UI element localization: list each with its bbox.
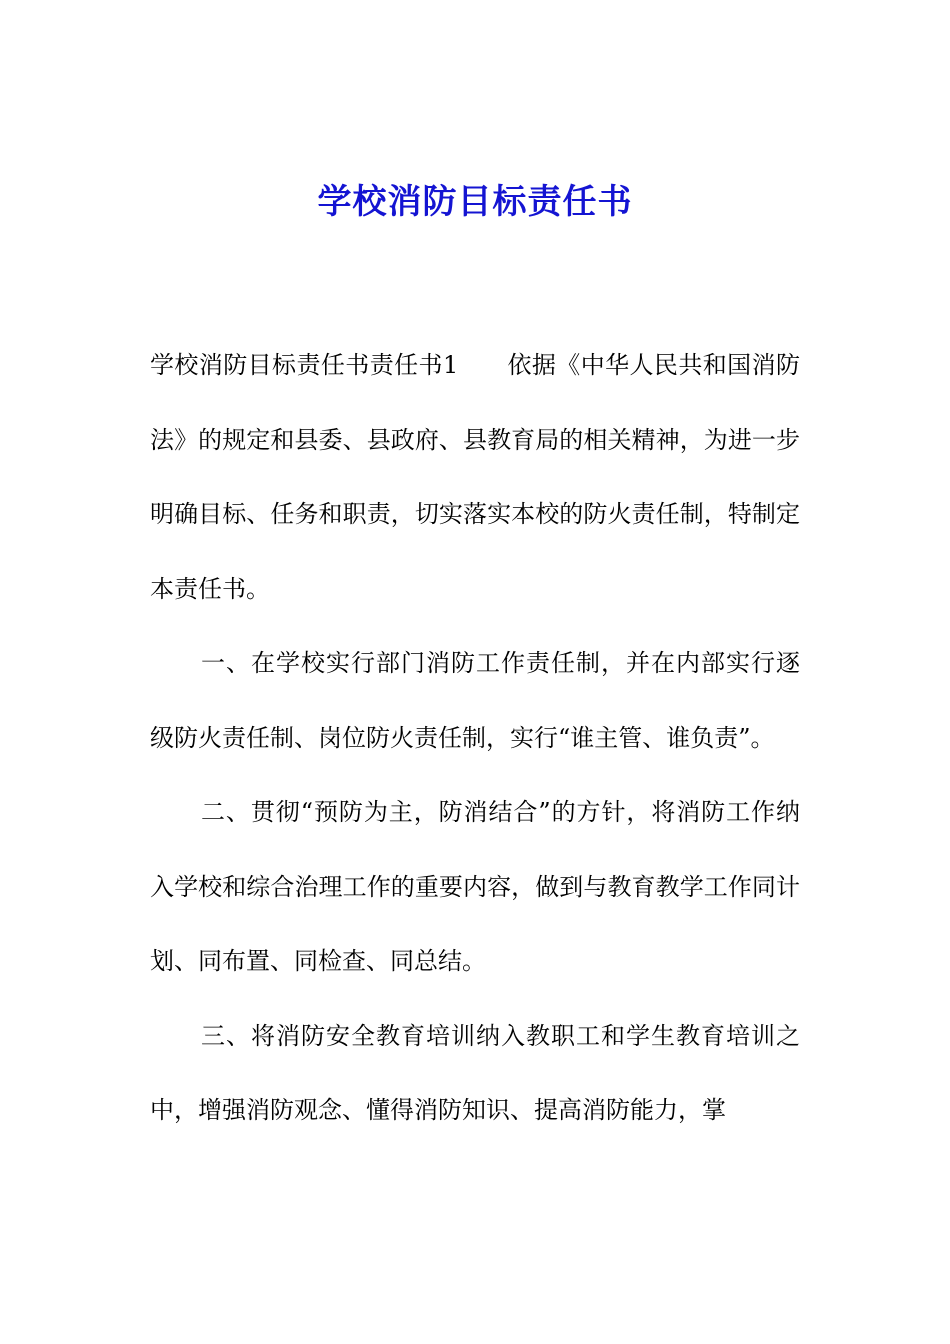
document-body [150,328,800,1148]
document-title: 学校消防目标责任书 [317,182,633,222]
paragraph-intro: 学校消防目标责任书责任书1 依据《中华人民共和国消防法》的规定和县委、县政府、县教育局的相关精神，为进一步明确目标、任务和职责，切实落实本校的防火责任制，特制定本责任书。 [150,351,800,603]
paragraph-item-2: 二、贯彻“预防为主，防消结合”的方针，将消防工作纳入学校和综合治理工作的重要内容，做到与教育教学工作同计划、同布置、同检查、同总结。 [150,798,800,975]
paragraph-item-3: 三、将消防安全教育培训纳入教职工和学生教育培训之中，增强消防观念、懂得消防知识、提高消防能力，掌 [150,1021,800,1124]
paragraph-item-1: 一、在学校实行部门消防工作责任制，并在内部实行逐级防火责任制、岗位防火责任制，实行“谁主管、谁负责”。 [150,649,800,752]
